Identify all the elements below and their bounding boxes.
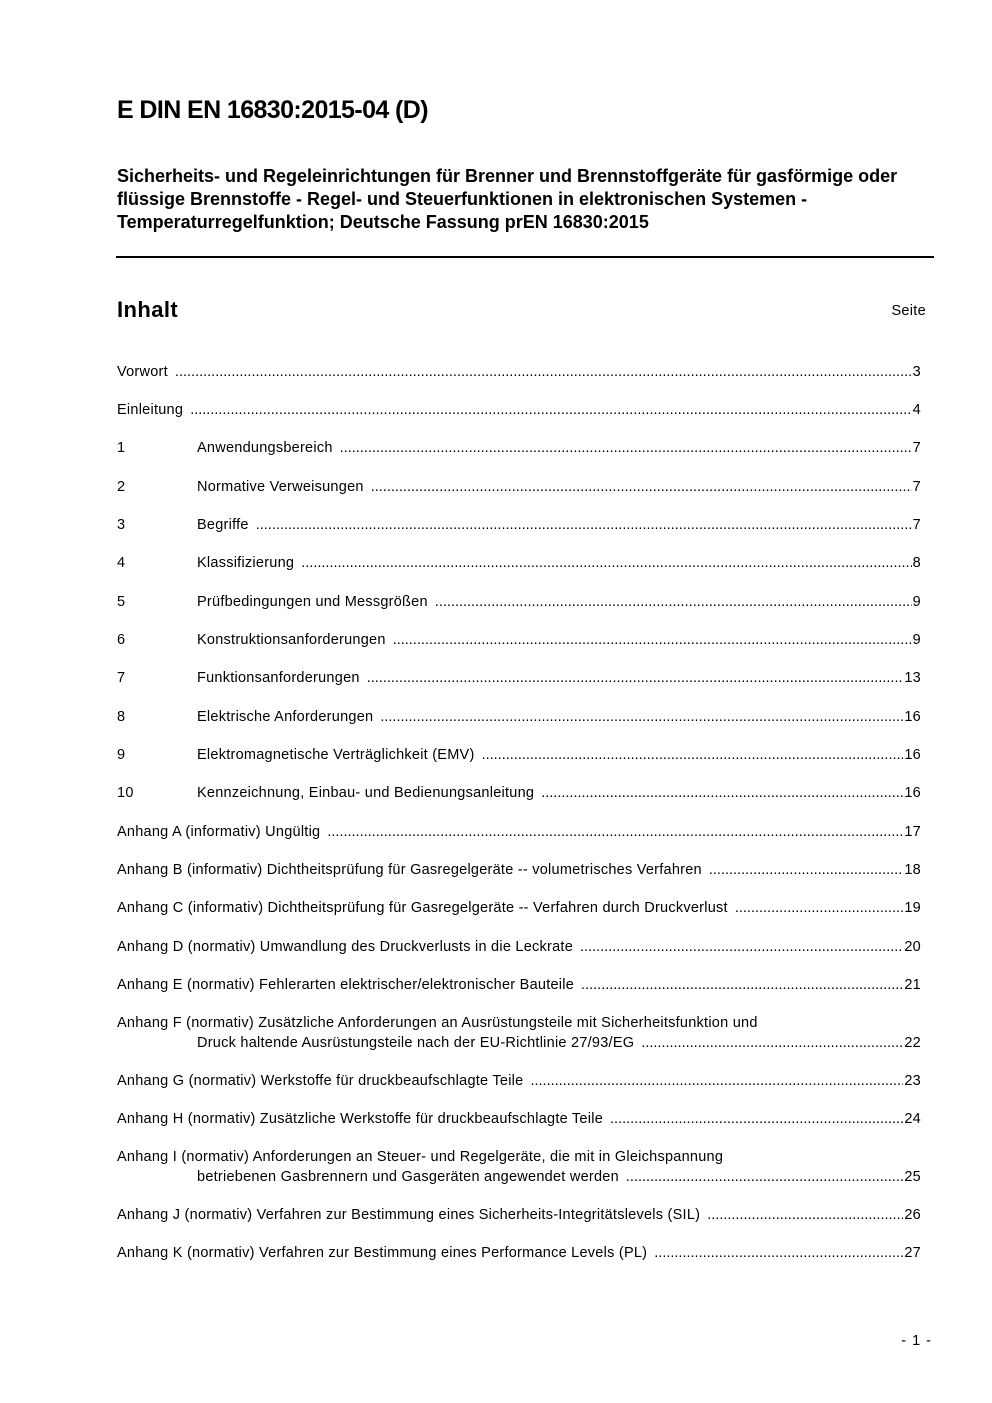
toc-entry-page: 16 <box>904 785 921 801</box>
toc-entry[interactable] <box>117 362 921 382</box>
toc-entry-title: Anwendungsbereich <box>197 440 333 456</box>
toc-entry-page: 25 <box>904 1169 921 1185</box>
toc-entry[interactable] <box>117 1013 921 1053</box>
toc-dot-leader <box>327 822 903 842</box>
toc-entry-page: 18 <box>904 862 921 878</box>
toc-entry[interactable] <box>117 630 921 650</box>
toc-entry[interactable] <box>117 1243 921 1263</box>
toc-entry-page: 3 <box>912 364 921 380</box>
toc-entry-number: 9 <box>117 747 126 763</box>
page-number: - 1 - <box>901 1333 932 1349</box>
toc-entry-page: 22 <box>904 1035 921 1051</box>
toc-entry-page: 9 <box>912 594 921 610</box>
toc-entry-number: 6 <box>117 632 126 648</box>
toc-entry-page: 24 <box>904 1111 921 1127</box>
toc-entry-title: Begriffe <box>197 517 249 533</box>
toc-entry-title: Anhang E (normativ) Fehlerarten elektrischer/elektronischer Bauteile <box>117 977 575 993</box>
toc-entry-title: Anhang D (normativ) Umwandlung des Druckverlusts in die Leckrate <box>117 939 574 955</box>
toc-entry[interactable] <box>117 898 921 918</box>
toc-entry-number: 3 <box>117 517 126 533</box>
toc-entry-number: 1 <box>117 440 126 456</box>
toc-dot-leader <box>580 937 903 957</box>
toc-entry-page: 19 <box>904 900 921 916</box>
toc-entry-title: Klassifizierung <box>197 555 295 571</box>
toc-entry-page: 16 <box>904 747 921 763</box>
toc-entry-title: Elektrische Anforderungen <box>197 709 374 725</box>
toc-dot-leader <box>367 668 904 688</box>
toc-entry-title: Anhang K (normativ) Verfahren zur Bestimmung eines Performance Levels (PL) <box>117 1245 648 1261</box>
toc-entry-number: 4 <box>117 555 126 571</box>
toc-dot-leader <box>541 783 903 803</box>
toc-entry-number: 7 <box>117 670 126 686</box>
toc-entry[interactable] <box>117 515 921 535</box>
toc-entry[interactable] <box>117 400 921 420</box>
toc-entry-page: 7 <box>912 479 921 495</box>
toc-dot-leader <box>256 515 912 535</box>
title-divider <box>116 256 934 258</box>
toc-entry[interactable] <box>117 745 921 765</box>
toc-entry-page: 21 <box>904 977 921 993</box>
toc-dot-leader <box>581 975 903 995</box>
toc-entry-page: 27 <box>904 1245 921 1261</box>
toc-entry-page: 7 <box>912 440 921 456</box>
toc-entry-title: Elektromagnetische Verträglichkeit (EMV) <box>197 747 475 763</box>
toc-entry[interactable] <box>117 438 921 458</box>
toc-entry[interactable] <box>117 860 921 880</box>
toc-entry-title: Einleitung <box>117 402 184 418</box>
toc-entry-page: 17 <box>904 824 921 840</box>
toc-dot-leader <box>626 1167 903 1187</box>
toc-dot-leader <box>175 362 912 382</box>
document-code: E DIN EN 16830:2015-04 (D) <box>117 96 428 124</box>
toc-entry-title: Konstruktionsanforderungen <box>197 632 386 648</box>
toc-entry[interactable] <box>117 783 921 803</box>
toc-entry[interactable] <box>117 937 921 957</box>
toc-dot-leader <box>654 1243 903 1263</box>
toc-entry[interactable] <box>117 707 921 727</box>
toc-entry-title: Kennzeichnung, Einbau- und Bedienungsanleitung <box>197 785 535 801</box>
toc-entry[interactable] <box>117 1147 921 1187</box>
toc-entry-title: Funktionsanforderungen <box>197 670 360 686</box>
toc-entry-page: 20 <box>904 939 921 955</box>
toc-dot-leader <box>435 592 912 612</box>
toc-entry[interactable] <box>117 477 921 497</box>
toc-entry-title: Vorwort <box>117 364 168 380</box>
toc-entry-page: 23 <box>904 1073 921 1089</box>
toc-heading: Inhalt <box>117 297 179 322</box>
toc-dot-leader <box>340 438 912 458</box>
toc-entry[interactable] <box>117 668 921 688</box>
document-title: Sicherheits- und Regeleinrichtungen für Brenner und Brennstoffgeräte für gasförmige oder flüssige Brennstoffe - Regel- und Steuerfunktionen in elektronischen Systemen - Temperaturregelfunktion; Deutsche Fassung prEN 16830:2015 <box>117 166 898 232</box>
toc-entry[interactable] <box>117 1205 921 1225</box>
toc-entry-number: 8 <box>117 709 126 725</box>
toc-entry-title: Anhang J (normativ) Verfahren zur Bestimmung eines Sicherheits-Integritätslevels (SIL) <box>117 1207 701 1223</box>
toc-entry-page: 8 <box>912 555 921 571</box>
toc-dot-leader <box>371 477 912 497</box>
toc-dot-leader <box>641 1033 903 1053</box>
toc-entry[interactable] <box>117 822 921 842</box>
toc-dot-leader <box>190 400 911 420</box>
toc-entry-title: Normative Verweisungen <box>197 479 364 495</box>
toc-entry[interactable] <box>117 592 921 612</box>
toc-entry-page: 26 <box>904 1207 921 1223</box>
toc-entry-number: 10 <box>117 785 134 801</box>
toc-dot-leader <box>482 745 904 765</box>
toc-dot-leader <box>735 898 904 918</box>
toc-entry-title-continued: betriebenen Gasbrennern und Gasgeräten angewendet werden <box>197 1169 619 1185</box>
toc-entry[interactable] <box>117 975 921 995</box>
toc-entry[interactable] <box>117 553 921 573</box>
toc-dot-leader <box>301 553 911 573</box>
toc-entry[interactable] <box>117 1109 921 1129</box>
toc-entry-page: 9 <box>912 632 921 648</box>
toc-entry-title: Anhang I (normativ) Anforderungen an Steuer- und Regelgeräte, die mit in Gleichspannung <box>117 1149 724 1165</box>
toc-dot-leader <box>393 630 912 650</box>
toc-entry-page: 7 <box>912 517 921 533</box>
toc-dot-leader <box>380 707 903 727</box>
toc-entry-title: Anhang H (normativ) Zusätzliche Werkstoffe für druckbeaufschlagte Teile <box>117 1111 604 1127</box>
toc-entry-number: 5 <box>117 594 126 610</box>
toc-entry-title: Anhang B (informativ) Dichtheitsprüfung für Gasregelgeräte -- volumetrisches Verfahren <box>117 862 702 878</box>
toc-dot-leader <box>709 860 904 880</box>
toc-entry-page: 13 <box>904 670 921 686</box>
toc-entry[interactable] <box>117 1071 921 1091</box>
toc-page-column-label: Seite <box>891 303 926 319</box>
toc-entry-page: 4 <box>912 402 921 418</box>
toc-entry-title: Prüfbedingungen und Messgrößen <box>197 594 428 610</box>
toc-dot-leader <box>610 1109 903 1129</box>
toc-entry-page: 16 <box>904 709 921 725</box>
toc-entry-number: 2 <box>117 479 126 495</box>
toc-entry-title: Anhang F (normativ) Zusätzliche Anforderungen an Ausrüstungsteile mit Sicherheitsfunktion und <box>117 1015 758 1031</box>
toc-dot-leader <box>707 1205 903 1225</box>
toc-dot-leader <box>530 1071 903 1091</box>
toc-entry-title: Anhang A (informativ) Ungültig <box>117 824 321 840</box>
toc-entry-title: Anhang C (informativ) Dichtheitsprüfung für Gasregelgeräte -- Verfahren durch Druckverlust <box>117 900 728 916</box>
toc-entry-title-continued: Druck haltende Ausrüstungsteile nach der EU-Richtlinie 27/93/EG <box>197 1035 635 1051</box>
toc-entry-title: Anhang G (normativ) Werkstoffe für druckbeaufschlagte Teile <box>117 1073 524 1089</box>
